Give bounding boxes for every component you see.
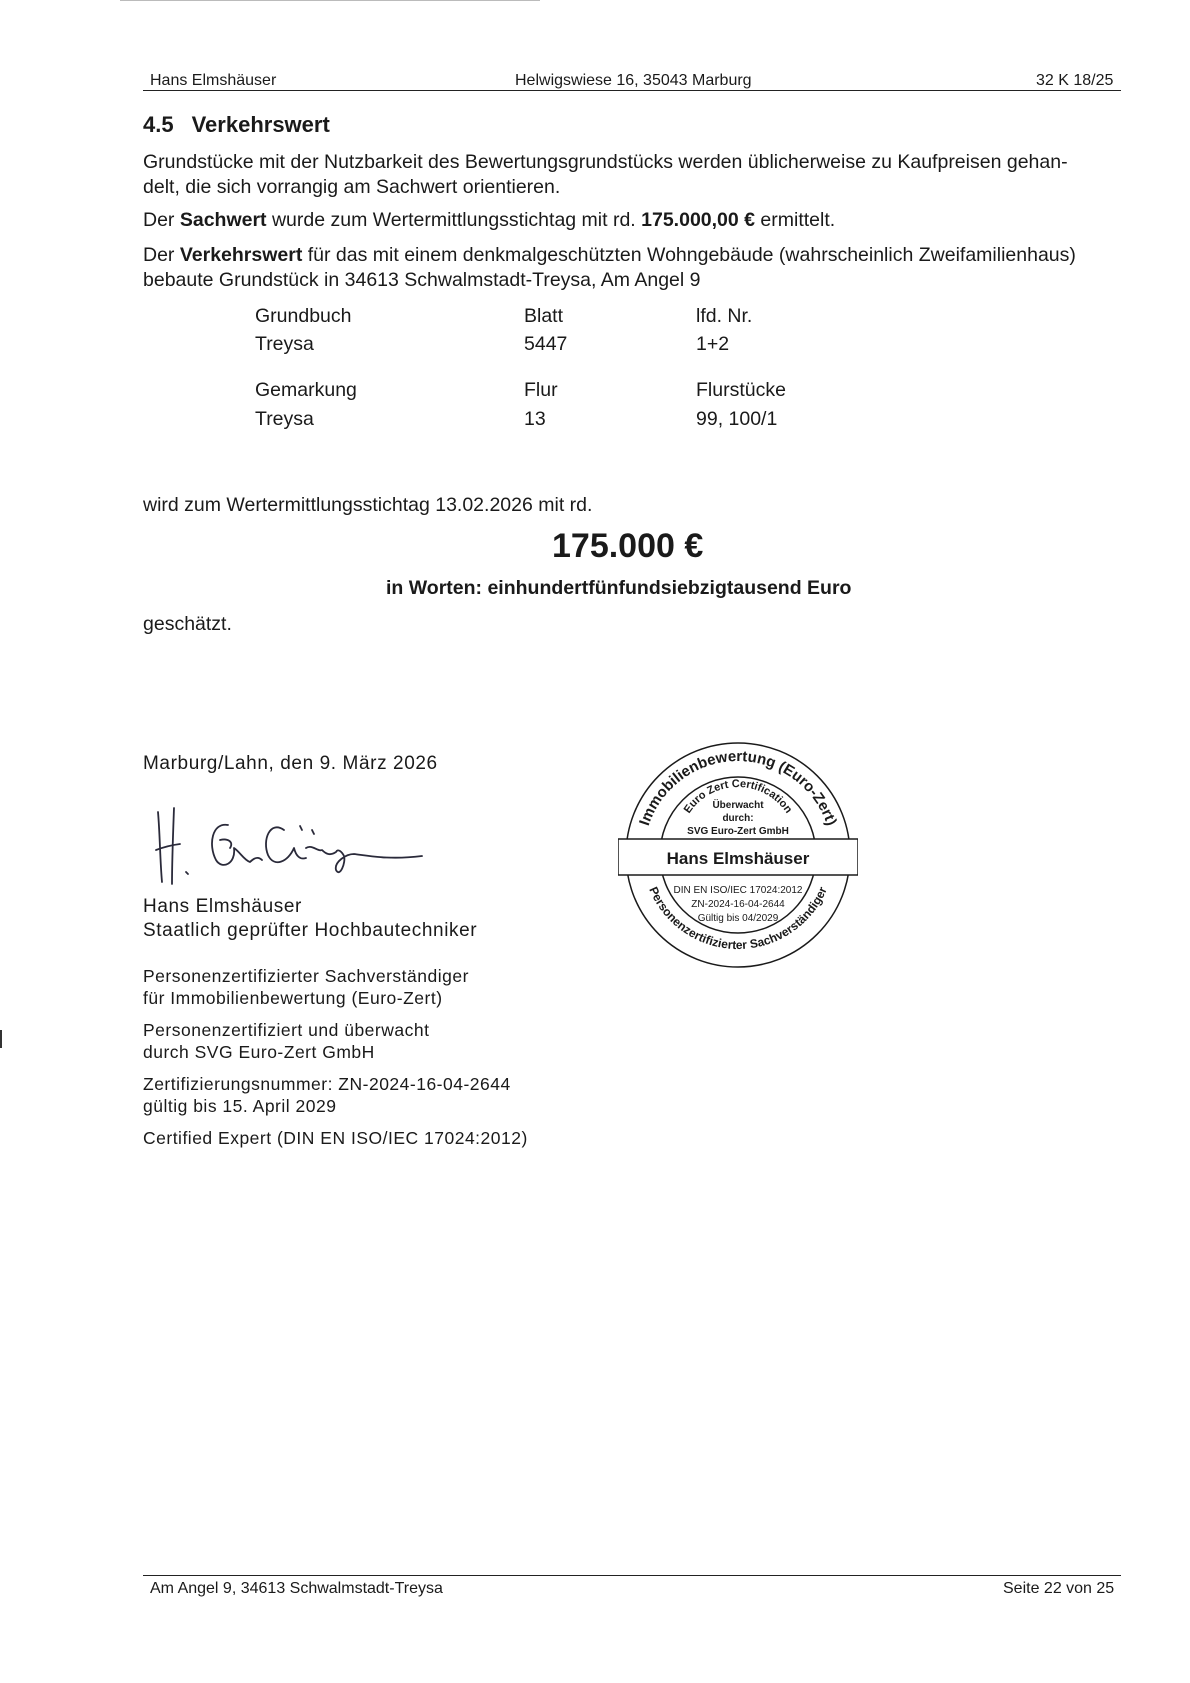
cert-line: Certified Expert (DIN EN ISO/IEC 17024:2012) <box>143 1128 528 1148</box>
sachwert-amount: 175.000,00 € <box>641 209 755 231</box>
signer-title: Staatlich geprüfter Hochbautechniker <box>143 920 478 941</box>
cert-line: durch SVG Euro-Zert GmbH <box>143 1042 375 1062</box>
table-cell: 99, 100/1 <box>696 408 778 430</box>
table-cell: Flur <box>524 379 558 401</box>
scan-edge <box>120 0 540 1</box>
footer-address: Am Angel 9, 34613 Schwalmstadt-Treysa <box>150 1580 443 1597</box>
stamp-line: Überwacht <box>712 800 764 811</box>
table-cell: lfd. Nr. <box>696 305 753 327</box>
cert-line: gültig bis 15. April 2029 <box>143 1096 337 1116</box>
cert-line: für Immobilienbewertung (Euro-Zert) <box>143 988 443 1008</box>
text: Der <box>143 244 180 266</box>
table-cell: 13 <box>524 408 546 430</box>
text: für das mit einem denkmalgeschützten Wohngebäude (wahrscheinlich Zweifamilienhaus) <box>302 244 1076 266</box>
table-cell: Gemarkung <box>255 379 357 401</box>
stamp-arc-top: Immobilienbewertung (Euro-Zert) <box>636 747 840 828</box>
text: wurde zum Wertermittlungsstichtag mit rd. <box>266 209 642 231</box>
header-address: Helwigswiese 16, 35043 Marburg <box>515 72 752 89</box>
stamp-line: Gültig bis 04/2029 <box>697 913 779 924</box>
table-cell: Flurstücke <box>696 379 786 401</box>
footer-page-number: Seite 22 von 25 <box>1003 1580 1115 1597</box>
signer-name: Hans Elmshäuser <box>143 896 302 917</box>
handwritten-signature <box>150 800 460 890</box>
section-title: Verkehrswert <box>191 112 330 137</box>
stamp-line: DIN EN ISO/IEC 17024:2012 <box>673 885 803 896</box>
stamp-banner: Hans Elmshäuser <box>666 849 810 868</box>
signer-block <box>143 895 477 943</box>
header-rule <box>143 90 1121 91</box>
term-sachwert: Sachwert <box>179 209 267 231</box>
valuation-amount: 175.000 € <box>552 527 704 565</box>
table-cell: Treysa <box>255 408 314 430</box>
stamp-line: SVG Euro-Zert GmbH <box>687 826 789 837</box>
paragraph-intro-line2: delt, die sich vorrangig am Sachwert orientieren. <box>143 176 561 198</box>
valuation-in-words: in Worten: einhundertfünfundsiebzigtausend Euro <box>386 577 852 599</box>
paragraph-verkehrswert <box>143 243 1076 293</box>
place-date: Marburg/Lahn, den 9. März 2026 <box>143 753 438 774</box>
table-cell: 5447 <box>524 333 568 355</box>
paragraph-intro <box>143 150 1123 200</box>
cert-line: Zertifizierungsnummer: ZN-2024-16-04-2644 <box>143 1074 511 1094</box>
table-cell: Treysa <box>255 333 314 355</box>
certification-info <box>143 965 528 1149</box>
paragraph-verkehrswert-line2: bebaute Grundstück in 34613 Schwalmstadt-Treysa, Am Angel 9 <box>143 269 701 291</box>
stamp-line: durch: <box>722 813 754 824</box>
stamp-arc-inner: Euro Zert Certification <box>681 777 795 816</box>
footer-rule <box>143 1575 1121 1576</box>
valuation-intro: wird zum Wertermittlungsstichtag 13.02.2026 mit rd. <box>143 494 593 516</box>
stamp-line: ZN-2024-16-04-2644 <box>691 899 785 910</box>
scan-mark <box>0 1030 2 1048</box>
header-author: Hans Elmshäuser <box>150 72 277 89</box>
text: ermittelt. <box>755 209 836 231</box>
paragraph-intro-line1: Grundstücke mit der Nutzbarkeit des Bewertungsgrundstücks werden üblicherweise zu Kaufpreisen gehan- <box>143 151 1068 173</box>
stamp-arc-bottom: Personenzertifizierter Sachverständiger <box>646 884 830 953</box>
valuation-closing: geschätzt. <box>143 613 232 635</box>
table-cell: 1+2 <box>696 333 730 355</box>
text: Der <box>143 209 180 231</box>
table-cell: Grundbuch <box>255 305 352 327</box>
cert-line: Personenzertifiziert und überwacht <box>143 1020 430 1040</box>
paragraph-sachwert <box>143 208 835 233</box>
section-number: 4.5 <box>143 112 174 137</box>
section-heading <box>143 112 330 138</box>
certification-stamp <box>618 735 858 975</box>
term-verkehrswert: Verkehrswert <box>179 244 303 266</box>
cert-line: Personenzertifizierter Sachverständiger <box>143 966 469 986</box>
header-case-number: 32 K 18/25 <box>1036 72 1114 89</box>
table-cell: Blatt <box>524 305 564 327</box>
